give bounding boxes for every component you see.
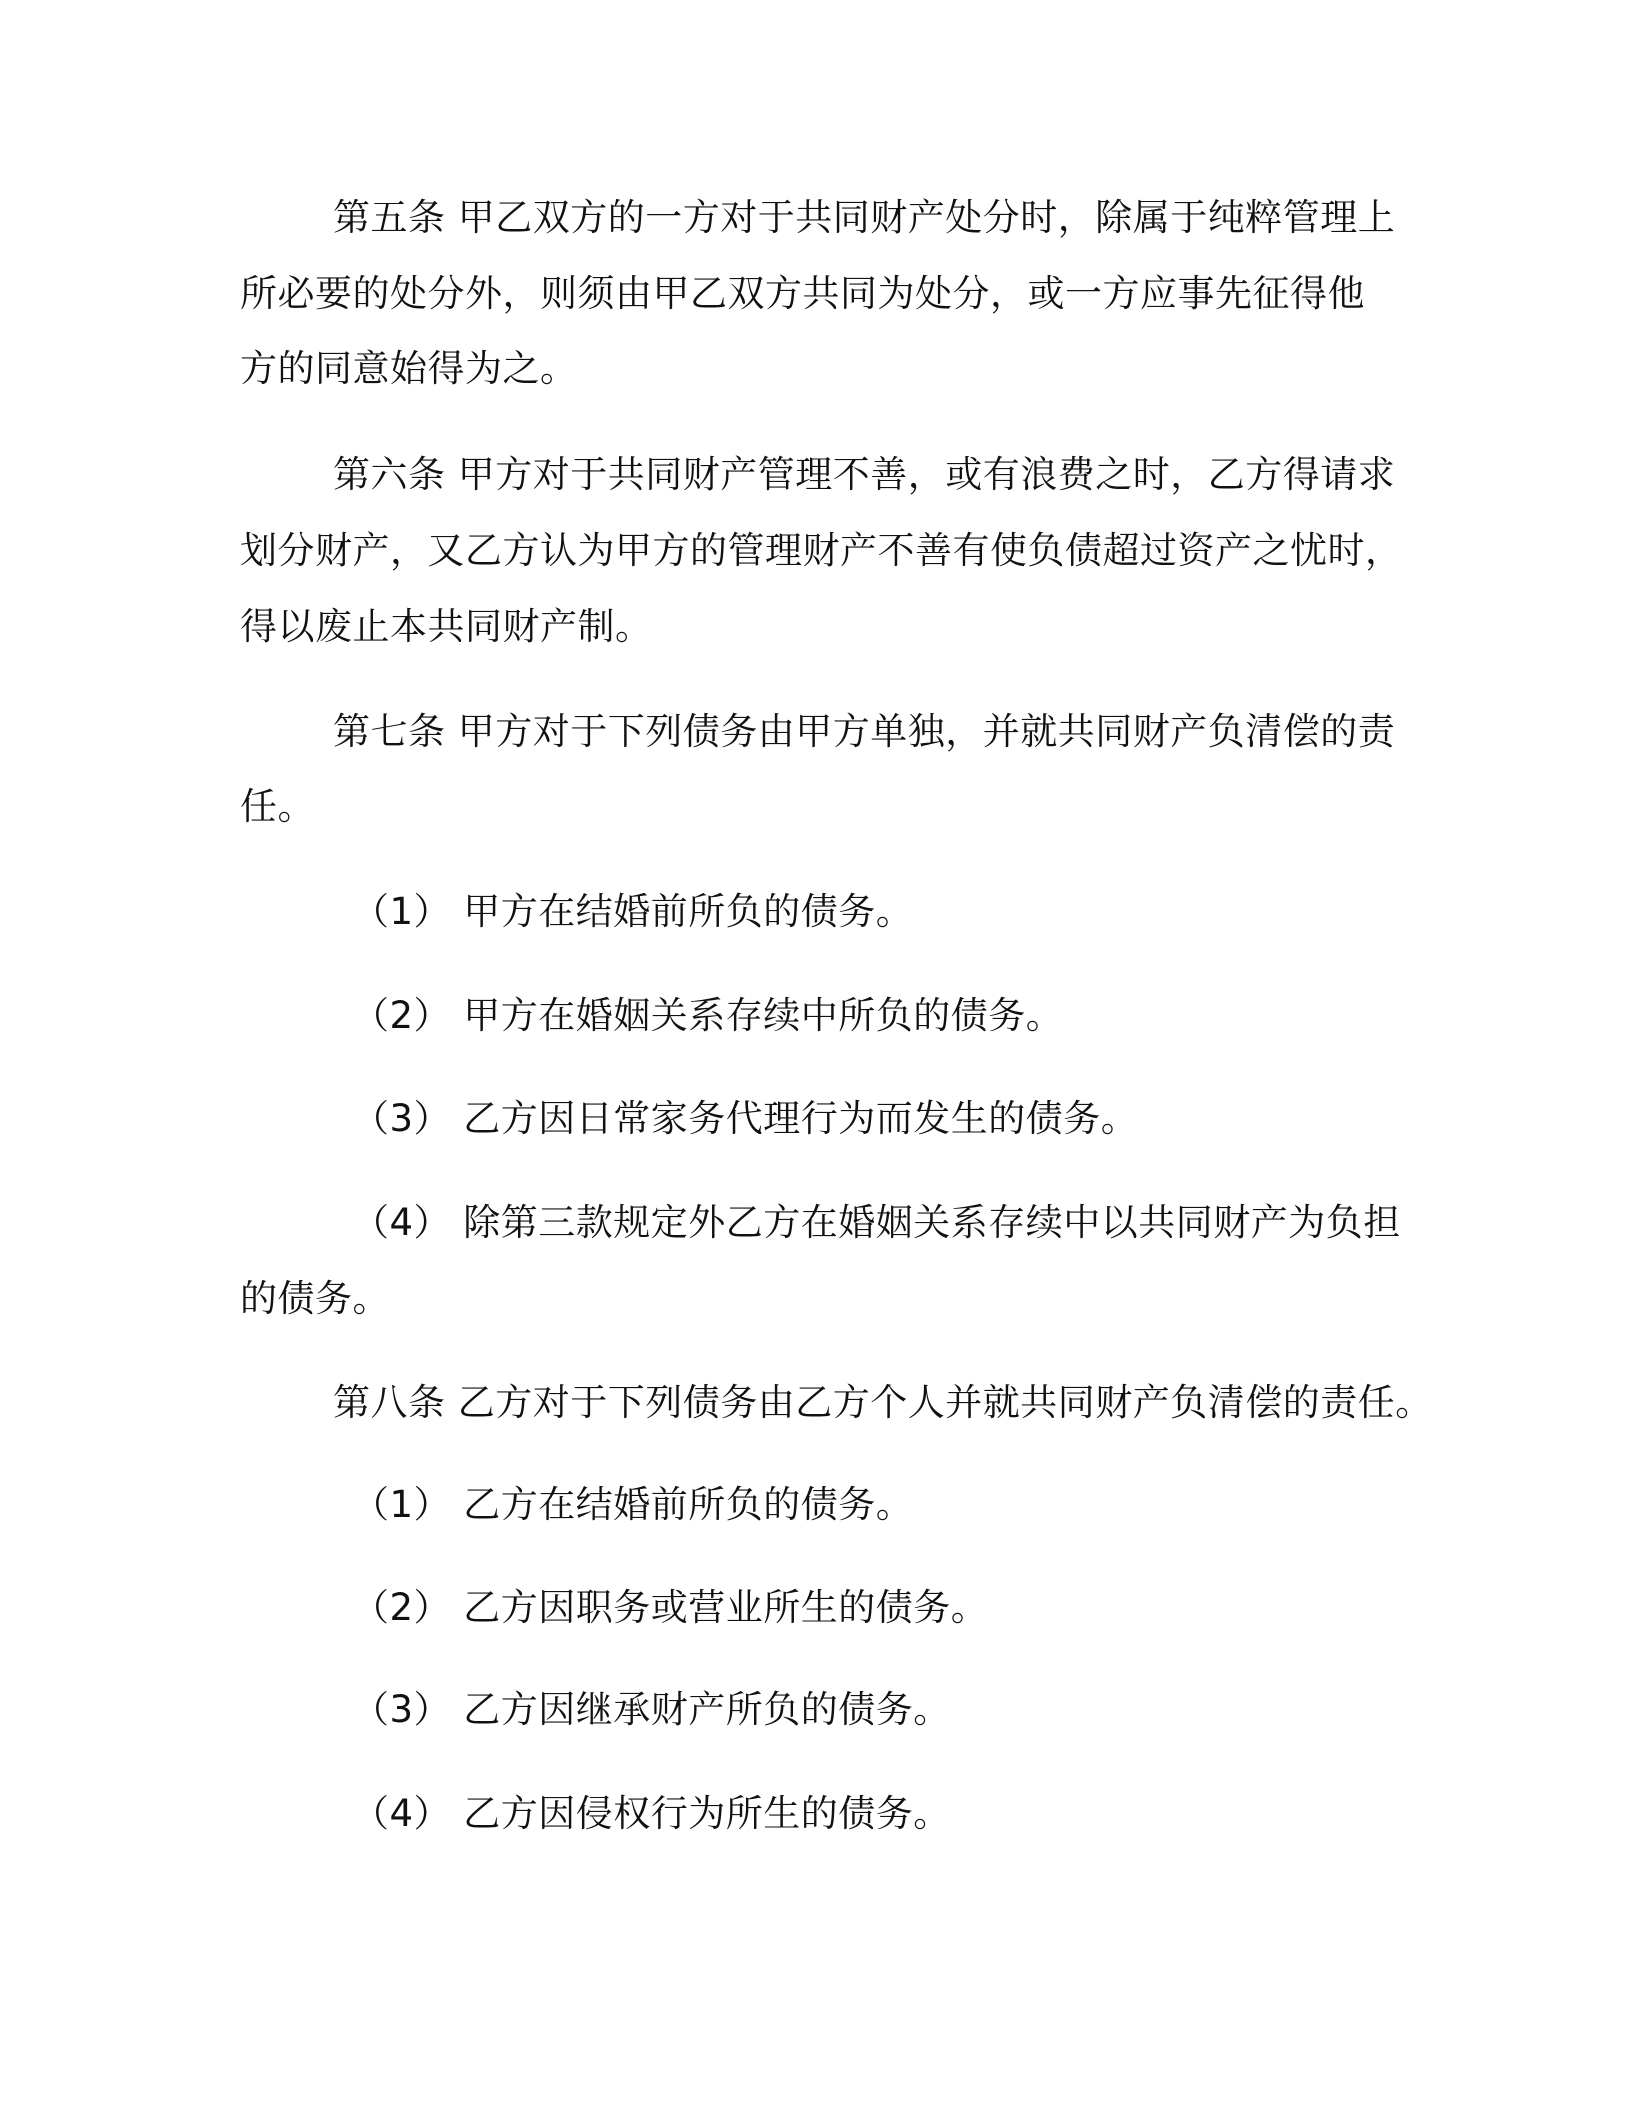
- article-7-item-3: （3） 乙方因日常家务代理行为而发生的债务。: [352, 1097, 1139, 1140]
- article-5-line-3: 方的同意始得为之。: [240, 347, 578, 390]
- article-8-item-1: （1） 乙方在结婚前所负的债务。: [352, 1483, 914, 1526]
- article-6-line-2: 划分财产，又乙方认为甲方的管理财产不善有使负债超过资产之忧时，: [240, 529, 1403, 572]
- article-8-item-3: （3） 乙方因继承财产所负的债务。: [352, 1688, 951, 1731]
- article-8-line-1: 第八条 乙方对于下列债务由乙方个人并就共同财产负清偿的责任。: [333, 1381, 1433, 1424]
- article-7-item-4-line-2: 的债务。: [240, 1277, 390, 1320]
- article-8-item-4: （4） 乙方因侵权行为所生的债务。: [352, 1792, 951, 1835]
- article-5-line-2: 所必要的处分外，则须由甲乙双方共同为处分，或一方应事先征得他: [240, 272, 1365, 315]
- article-7-item-2: （2） 甲方在婚姻关系存续中所负的债务。: [352, 994, 1064, 1037]
- article-6-line-1: 第六条 甲方对于共同财产管理不善，或有浪费之时，乙方得请求: [333, 453, 1396, 496]
- article-7-item-1: （1） 甲方在结婚前所负的债务。: [352, 890, 914, 933]
- article-7-line-1: 第七条 甲方对于下列债务由甲方单独，并就共同财产负清偿的责: [333, 710, 1396, 753]
- article-8-item-2: （2） 乙方因职务或营业所生的债务。: [352, 1586, 989, 1629]
- article-7-line-2: 任。: [240, 785, 315, 828]
- article-5-line-1: 第五条 甲乙双方的一方对于共同财产处分时，除属于纯粹管理上: [333, 196, 1396, 239]
- article-6-line-3: 得以废止本共同财产制。: [240, 605, 653, 648]
- article-7-item-4-line-1: （4） 除第三款规定外乙方在婚姻关系存续中以共同财产为负担: [352, 1201, 1401, 1244]
